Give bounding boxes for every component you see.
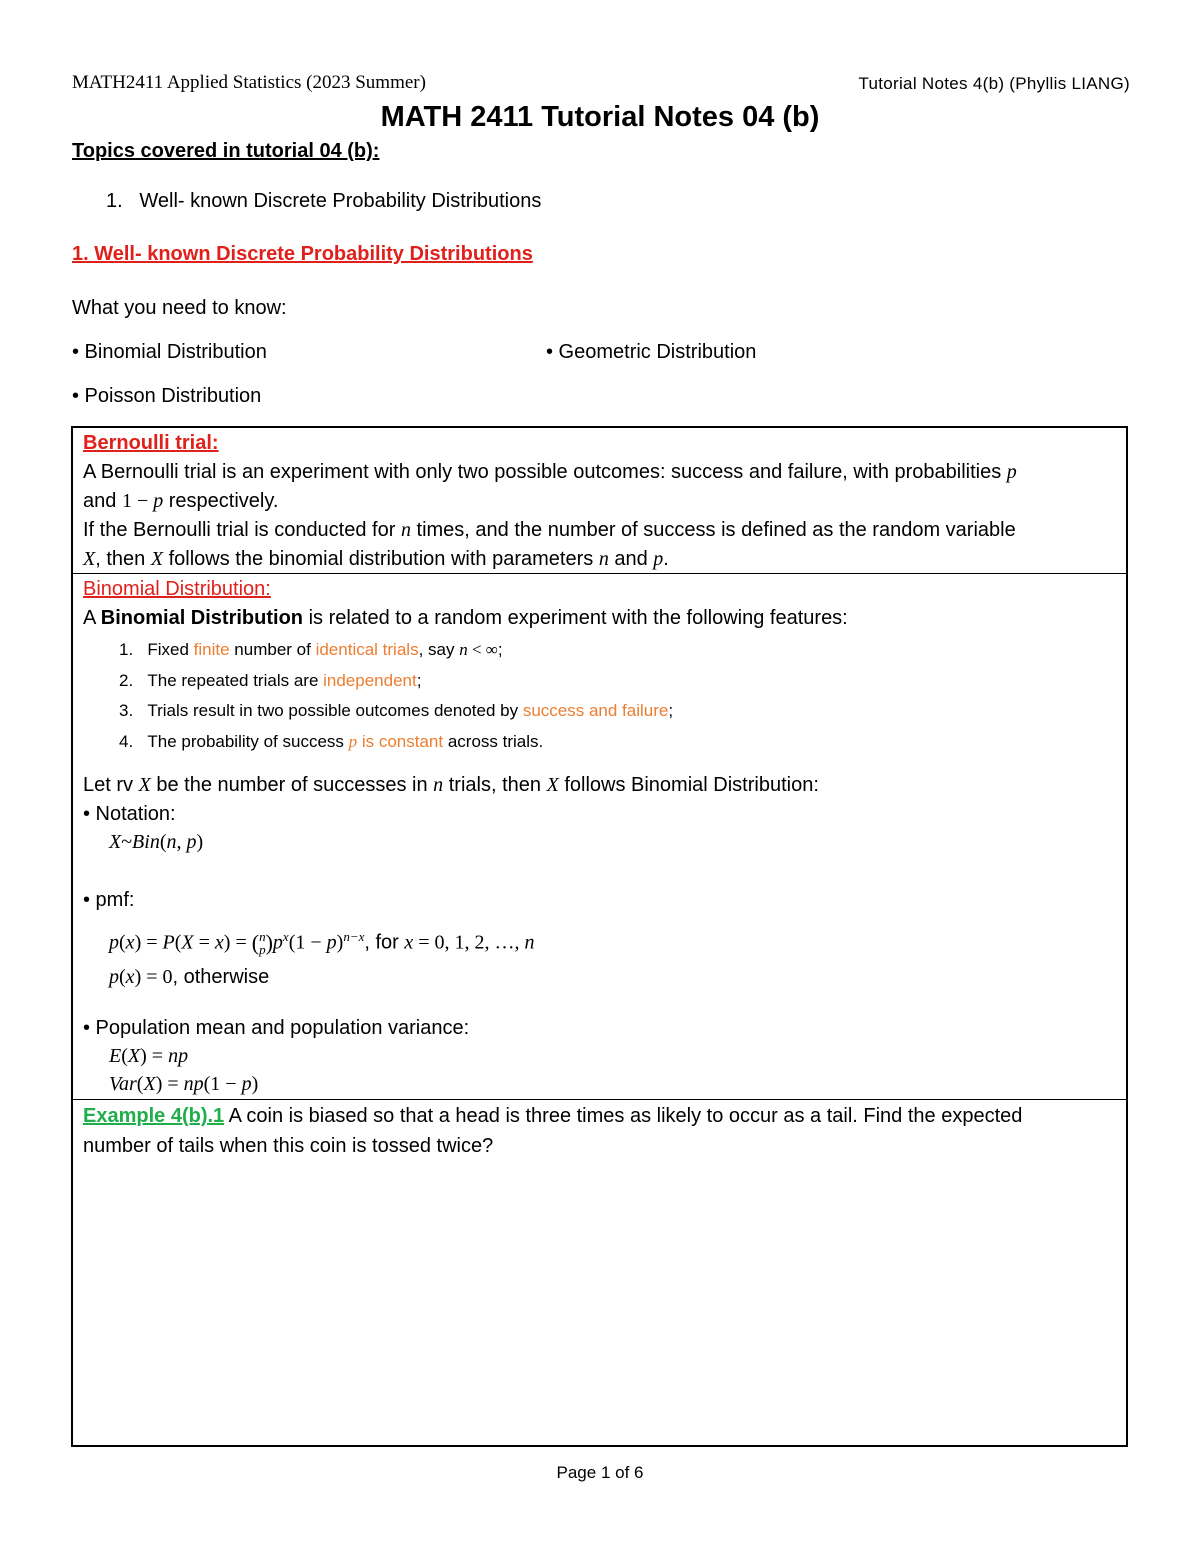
- need-item-poisson: • Poisson Distribution: [72, 385, 262, 407]
- mean-formula: E(X) = np: [109, 1045, 189, 1067]
- header-notes: Tutorial Notes 4(b) (Phyllis LIANG): [858, 74, 1130, 93]
- bernoulli-line-4: X, then X follows the binomial distribution with parameters n and p.: [83, 548, 669, 570]
- binomial-box: [71, 573, 1128, 1100]
- binomial-intro: A Binomial Distribution is related to a random experiment with the following features:: [83, 607, 848, 629]
- feature-item: 2. The repeated trials are independent;: [119, 670, 422, 690]
- bernoulli-line-3: If the Bernoulli trial is conducted for n times, and the number of success is defined as the random variable: [83, 519, 1016, 541]
- pmf-otherwise: p(x) = 0, otherwise: [109, 966, 270, 989]
- feature-item: 4. The probability of success p is constant across trials.: [119, 731, 544, 751]
- example-line-2: number of tails when this coin is tossed twice?: [83, 1135, 494, 1157]
- need-intro: What you need to know:: [72, 297, 287, 319]
- binomial-title: Binomial Distribution:: [83, 578, 271, 600]
- bernoulli-line-1: A Bernoulli trial is an experiment with only two possible outcomes: success and failure, with probabilities p: [83, 461, 1017, 483]
- bernoulli-line-2: and 1 − p respectively.: [83, 490, 279, 512]
- mean-var-label: • Population mean and population variance:: [83, 1017, 470, 1039]
- bernoulli-title: Bernoulli trial:: [83, 432, 219, 454]
- example-label: Example 4(b).1: [83, 1105, 225, 1127]
- page-title: MATH 2411 Tutorial Notes 04 (b): [380, 101, 820, 133]
- pmf-formula: p(x) = P(X = x) = (n $p)p^x(1 - p)^{n-x}$, for x = 0, 1, 2, …, n: [109, 929, 535, 958]
- feature-list: [119, 635, 1118, 757]
- feature-item: 3. Trials result in two possible outcomes denoted by success and failure;: [119, 701, 674, 720]
- topic-number: 1.: [106, 190, 123, 212]
- topics-heading: Topics covered in tutorial 04 (b):: [72, 140, 380, 162]
- need-item-binomial: • Binomial Distribution: [72, 341, 267, 363]
- feature-item: 1. Fixed finite number of identical trials, say n < ∞;: [119, 640, 503, 659]
- example-box: [71, 1099, 1128, 1447]
- page-number: Page 1 of 6: [556, 1463, 644, 1482]
- topic-item: [106, 190, 541, 213]
- notation-formula: X~Bin(n, p): [109, 831, 204, 853]
- section-heading: 1. Well- known Discrete Probability Distributions: [72, 243, 533, 265]
- need-item-geometric: • Geometric Distribution: [546, 341, 757, 363]
- header-course: MATH2411 Applied Statistics (2023 Summer): [72, 72, 426, 93]
- notation-label: • Notation:: [83, 802, 176, 825]
- topic-label: Well- known Discrete Probability Distributions: [139, 190, 542, 212]
- variance-formula: Var(X) = np(1 − p): [109, 1073, 259, 1095]
- example-line-1: Example 4(b).1 A coin is biased so that a head is three times as likely to occur as a tail. Find the expected: [83, 1105, 1023, 1127]
- pmf-label: • pmf:: [83, 889, 135, 911]
- binomial-let: Let rv X be the number of successes in n trials, then X follows Binomial Distribution:: [83, 774, 819, 796]
- bernoulli-box: [71, 426, 1128, 574]
